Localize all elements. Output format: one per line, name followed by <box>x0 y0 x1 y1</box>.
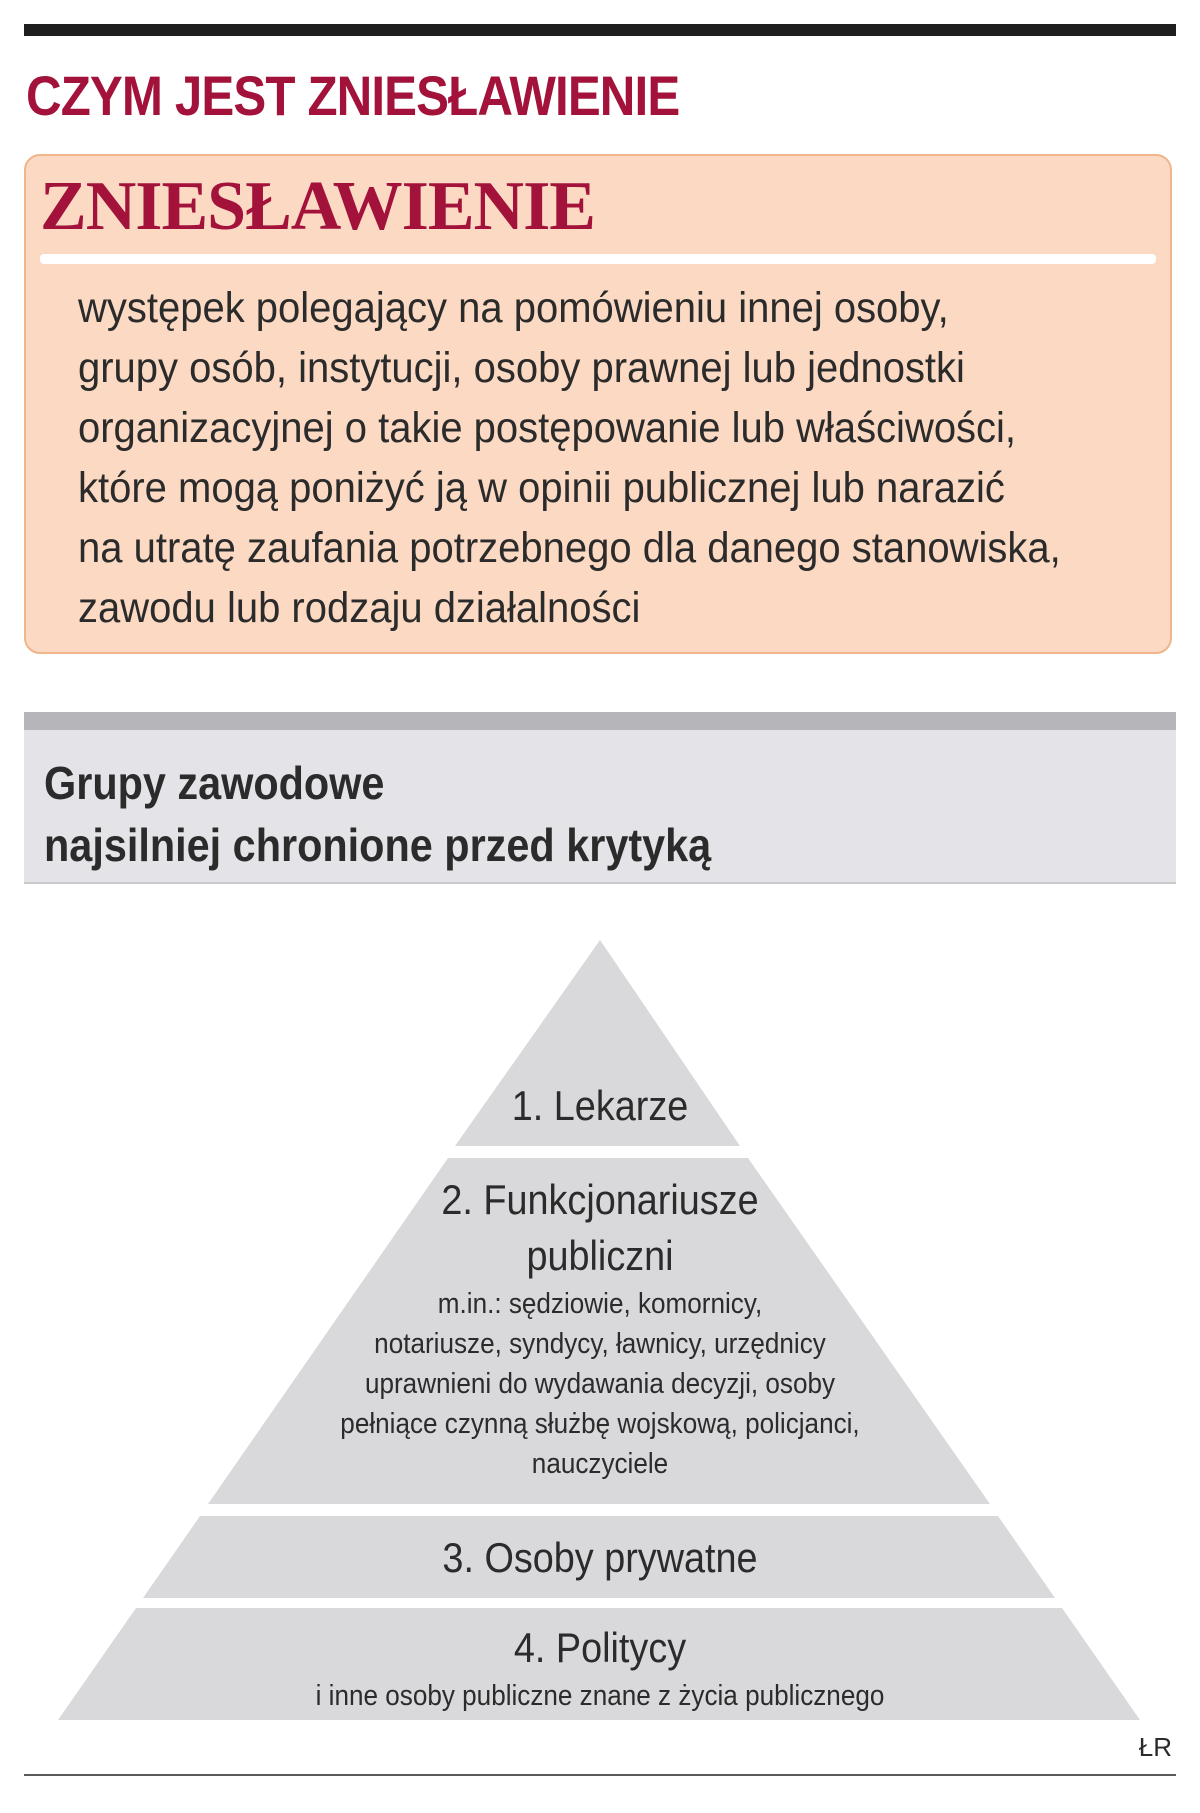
tier-4-detail: i inne osoby publiczne znane z życia publicznego <box>315 1680 885 1712</box>
bottom-rule <box>24 1774 1176 1776</box>
groups-title-line2: najsilniej chronione przed krytyką <box>44 819 712 871</box>
definition-line: na utratę zaufania potrzebnego dla danego stanowiska, <box>78 524 1061 572</box>
definition-line: grupy osób, instytucji, osoby prawnej lub jednostki <box>78 344 965 392</box>
tier-2-detail: nauczyciele <box>531 1448 669 1480</box>
definition-line: zawodu lub rodzaju działalności <box>78 584 641 632</box>
tier-2-label-line1: 2. Funkcjonariusze <box>441 1176 759 1223</box>
tier-4-label: 4. Politycy <box>513 1624 687 1671</box>
tier-1-label: 1. Lekarze <box>511 1082 689 1129</box>
credit: ŁR <box>1138 1732 1172 1762</box>
tier-1-text <box>512 1078 689 1134</box>
definition-line: które mogą poniżyć ją w opinii publicznej lub narazić <box>78 464 1005 512</box>
tier-2-detail: m.in.: sędziowie, komornicy, <box>437 1288 763 1320</box>
definition-line: organizacyjnej o takie postępowanie lub właściwości, <box>78 404 1017 452</box>
tier-2-detail: pełniące czynną służbę wojskową, policjanci, <box>340 1408 860 1440</box>
tier-2-label-line2: publiczni <box>526 1232 674 1279</box>
definition-line: występek polegający na pomówieniu innej osoby, <box>78 284 949 332</box>
tier-2-detail: uprawnieni do wydawania decyzji, osoby <box>364 1368 836 1400</box>
section-header: CZYM JEST ZNIESŁAWIENIE <box>26 64 680 127</box>
tier-3-text <box>442 1530 757 1586</box>
tier-2-detail: notariusze, syndycy, ławnicy, urzędnicy <box>374 1328 826 1360</box>
tier-4-text <box>316 1620 885 1716</box>
definition-term: ZNIESŁAWIENIE <box>40 168 595 245</box>
tier-3-label: 3. Osoby prywatne <box>442 1534 758 1581</box>
tier-2-text <box>340 1172 859 1484</box>
groups-title-line1: Grupy zawodowe <box>44 757 385 809</box>
